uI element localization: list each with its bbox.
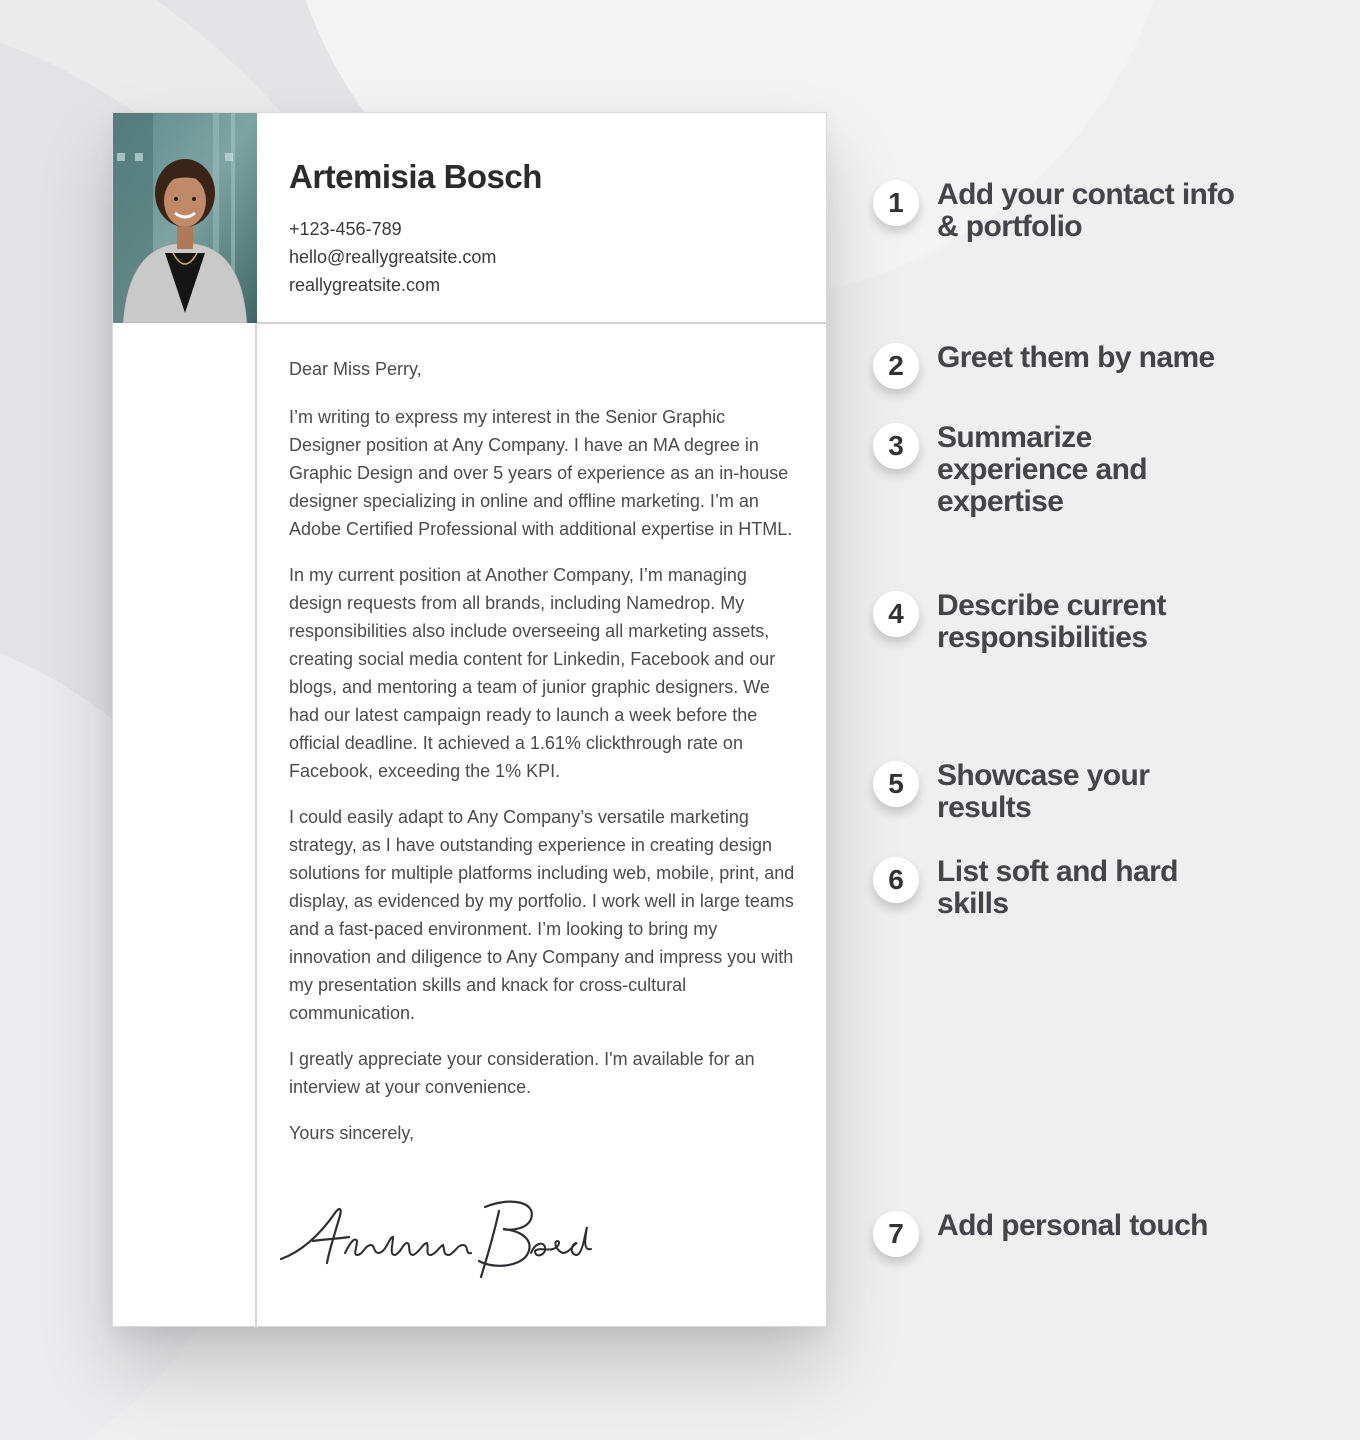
tip-label: Greet them by name	[937, 341, 1215, 374]
tip-number-badge: 3	[873, 423, 919, 469]
phone-number: +123-456-789	[289, 219, 402, 239]
sign-off: Yours sincerely,	[289, 1123, 415, 1143]
profile-photo	[113, 113, 257, 323]
tip-label: Add your contact info & portfolio	[937, 178, 1235, 243]
tip-number-badge: 1	[873, 180, 919, 226]
tip-label: Add personal touch	[937, 1209, 1208, 1242]
tip-2	[873, 343, 1257, 389]
tip-label: Summarize experience and expertise	[937, 421, 1148, 518]
tip-6	[873, 857, 1207, 920]
tip-number-badge: 5	[873, 761, 919, 807]
email-address: hello@reallygreatsite.com	[289, 247, 497, 267]
tip-7	[873, 1211, 1257, 1257]
tip-1	[873, 180, 1257, 243]
contact-block	[289, 215, 496, 299]
paragraph-responsibilities: In my current position at Another Company, I’m managing design requests from all brands, including Namedrop. My responsibilities also include overseeing all marketing assets, creating social media content for Linkedin, Facebook and our blogs, and mentoring a team of junior graphic designers. We had our latest campaign ready to launch a week before the official deadline. It achieved a 1.61% clickthrough rate on Facebook, exceeding the 1% KPI.	[289, 565, 776, 781]
paragraph-intro: I’m writing to express my interest in the Senior Graphic Designer position at Any Company. I have an MA degree in Graphic Design and over 5 years of experience as an in-house designer specializing in online and offline marketing. I’m an Adobe Certified Professional with additional expertise in HTML.	[289, 407, 793, 539]
cover-letter-page	[112, 112, 827, 1327]
salutation: Dear Miss Perry,	[289, 359, 422, 379]
website: reallygreatsite.com	[289, 275, 441, 295]
tip-4	[873, 591, 1197, 654]
tip-number-badge: 6	[873, 857, 919, 903]
tip-3	[873, 423, 1167, 518]
tip-number-badge: 7	[873, 1211, 919, 1257]
tip-5	[873, 761, 1177, 824]
handwritten-signature	[273, 1193, 593, 1283]
paragraph-skills: I could easily adapt to Any Company’s versatile marketing strategy, as I have outstanding experience in creating design solutions for multiple platforms including web, mobile, print, and display, as evidenced by my portfolio. I work well in large teams and a fast-paced environment. I’m looking to bring my innovation and diligence to Any Company and impress you with my presentation skills and knack for cross-cultural communication.	[289, 807, 795, 1023]
tip-label: Describe current responsibilities	[937, 589, 1166, 654]
letter-body	[289, 355, 799, 1147]
header-divider	[257, 322, 826, 324]
tip-number-badge: 4	[873, 591, 919, 637]
tip-label: List soft and hard skills	[937, 855, 1178, 920]
tip-label: Showcase your results	[937, 759, 1150, 824]
applicant-name: Artemisia Bosch	[289, 158, 542, 195]
paragraph-closing: I greatly appreciate your consideration. I'm available for an interview at your convenience.	[289, 1049, 755, 1097]
tip-number-badge: 2	[873, 343, 919, 389]
